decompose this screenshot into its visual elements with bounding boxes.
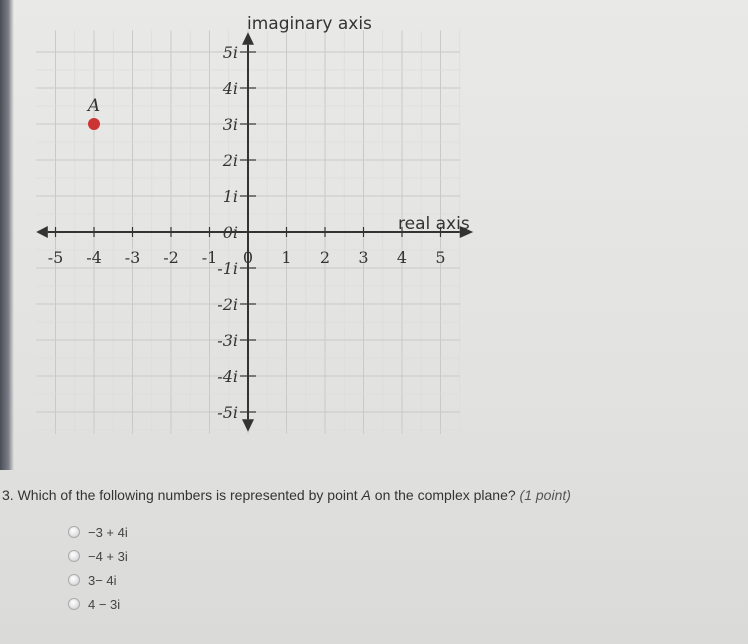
real-tick-label: 1 bbox=[281, 248, 292, 267]
imaginary-tick-label: 2i bbox=[222, 151, 238, 170]
point-a-label: A bbox=[87, 96, 101, 116]
answer-option-1-label[interactable]: −3 + 4i bbox=[88, 524, 128, 540]
imaginary-tick-label: -5i bbox=[217, 403, 238, 422]
imaginary-axis-label: imaginary axis bbox=[247, 14, 372, 34]
answer-option-3-label[interactable]: 3− 4i bbox=[88, 572, 117, 588]
imaginary-axis-arrow-up bbox=[242, 32, 254, 45]
question-text bbox=[2, 487, 571, 503]
imaginary-tick-label: -2i bbox=[217, 295, 238, 314]
answer-option-3[interactable] bbox=[68, 568, 128, 592]
imaginary-tick-label: -3i bbox=[217, 331, 238, 350]
answer-option-2[interactable] bbox=[68, 544, 128, 568]
real-tick-label: 4 bbox=[396, 248, 408, 267]
real-tick-label: 0 bbox=[242, 248, 254, 267]
answer-options bbox=[68, 520, 128, 616]
real-tick-label: -5 bbox=[47, 248, 64, 267]
answer-option-4[interactable] bbox=[68, 592, 128, 616]
real-tick-label: -1 bbox=[201, 248, 218, 267]
radio-button-1[interactable] bbox=[68, 526, 80, 538]
question-text-after: on the complex plane? bbox=[374, 487, 516, 503]
real-tick-label: 2 bbox=[319, 248, 331, 267]
point-a-marker bbox=[88, 118, 100, 130]
imaginary-tick-label: 4i bbox=[222, 79, 238, 98]
imaginary-tick-label: 5i bbox=[222, 43, 238, 62]
real-tick-label: -3 bbox=[124, 248, 141, 267]
imaginary-tick-label: -4i bbox=[217, 367, 238, 386]
real-tick-label: 5 bbox=[435, 248, 446, 267]
radio-button-2[interactable] bbox=[68, 550, 80, 562]
radio-button-3[interactable] bbox=[68, 574, 80, 586]
imaginary-tick-label: 1i bbox=[222, 187, 238, 206]
radio-button-4[interactable] bbox=[68, 598, 80, 610]
real-tick-label: -2 bbox=[163, 248, 179, 267]
imaginary-tick-label: 3i bbox=[222, 115, 238, 134]
answer-option-1[interactable] bbox=[68, 520, 128, 544]
real-axis-arrow-left bbox=[36, 226, 48, 238]
answer-option-2-label[interactable]: −4 + 3i bbox=[88, 548, 128, 564]
real-tick-label: -4 bbox=[86, 248, 102, 267]
answer-option-4-label[interactable]: 4 − 3i bbox=[88, 596, 121, 612]
question-point-ref: A bbox=[361, 487, 371, 503]
real-tick-label: 3 bbox=[358, 248, 369, 267]
imaginary-tick-label: 0i bbox=[222, 223, 238, 242]
real-axis-label: real axis bbox=[398, 214, 470, 234]
imaginary-tick-label: -1i bbox=[217, 259, 238, 278]
question-points: (1 point) bbox=[519, 487, 571, 503]
question-number: 3. bbox=[2, 487, 14, 503]
question-text-before: Which of the following numbers is represented by point bbox=[17, 487, 358, 503]
